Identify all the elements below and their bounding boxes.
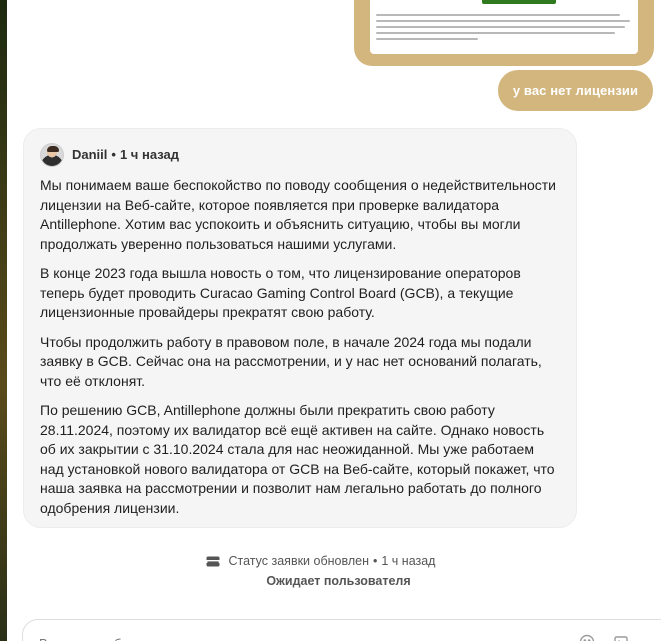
message-paragraph: Чтобы продолжить работу в правовом поле, в начале 2024 года мы подали заявку в GCB. Сейчас она на рассмотрении, и у нас нет оснований полагать, что её отклонят. bbox=[40, 333, 542, 389]
message-input[interactable] bbox=[39, 633, 459, 641]
emoji-icon[interactable] bbox=[579, 634, 595, 641]
user-message-bubble bbox=[498, 70, 653, 111]
attachment-thumbnail[interactable] bbox=[370, 0, 638, 54]
attachment-bubble[interactable] bbox=[354, 0, 654, 66]
agent-message-card bbox=[23, 128, 577, 528]
message-composer[interactable] bbox=[22, 619, 661, 641]
message-paragraph: В конце 2023 года вышла новость о том, что лицензирование операторов теперь будет проводить Curacao Gaming Control Board (GCB), а текущие лицензионные провайдеры прекратят свою работу. bbox=[40, 265, 521, 320]
status-separator: • bbox=[372, 554, 378, 568]
status-state: Ожидает пользователя bbox=[266, 574, 411, 588]
agent-message-header bbox=[40, 142, 560, 167]
attach-icon[interactable] bbox=[613, 634, 629, 641]
thumbnail-button bbox=[482, 0, 556, 4]
message-paragraph: Мы понимаем ваше беспокойство по поводу сообщения о недействительности лицензии на Веб-сайте, которое появляется при проверке валидатора Antillephone. Хотим вас успокоить и объяснить ситуацию, чтобы вы могли продолжать уверенно пользоваться нашими услугами. bbox=[40, 177, 556, 252]
thumbnail-text-line bbox=[376, 14, 620, 16]
header-separator: • bbox=[111, 147, 116, 162]
status-text: Статус заявки обновлен bbox=[228, 554, 369, 568]
background-strip bbox=[0, 0, 7, 641]
thumbnail-text-line bbox=[376, 20, 630, 22]
thumbnail-text-line bbox=[376, 26, 625, 28]
thumbnail-text-line bbox=[376, 38, 478, 40]
user-message-text: у вас нет лицензии bbox=[512, 83, 639, 98]
thumbnail-text-line bbox=[376, 32, 615, 34]
ticket-icon bbox=[206, 556, 220, 567]
message-timestamp: 1 ч назад bbox=[119, 147, 179, 162]
avatar bbox=[40, 143, 64, 167]
ticket-status-update bbox=[0, 554, 661, 568]
message-paragraph: По решению GCB, Antillephone должны были прекратить свою работу 28.11.2024, поэтому их валидатор всё ещё активен на сайте. Однако новость об их закрытии с 31.10.2024 стала для нас неожиданной. Мы уже работаем над установкой нового валидатора от GCB на Веб-сайте, который покажет, что наша заявка на рассмотрении и позволит нам легально работать до полного одобрения лицензии. bbox=[40, 402, 555, 516]
agent-name: Daniil bbox=[72, 147, 108, 162]
status-timestamp: 1 ч назад bbox=[381, 554, 436, 568]
